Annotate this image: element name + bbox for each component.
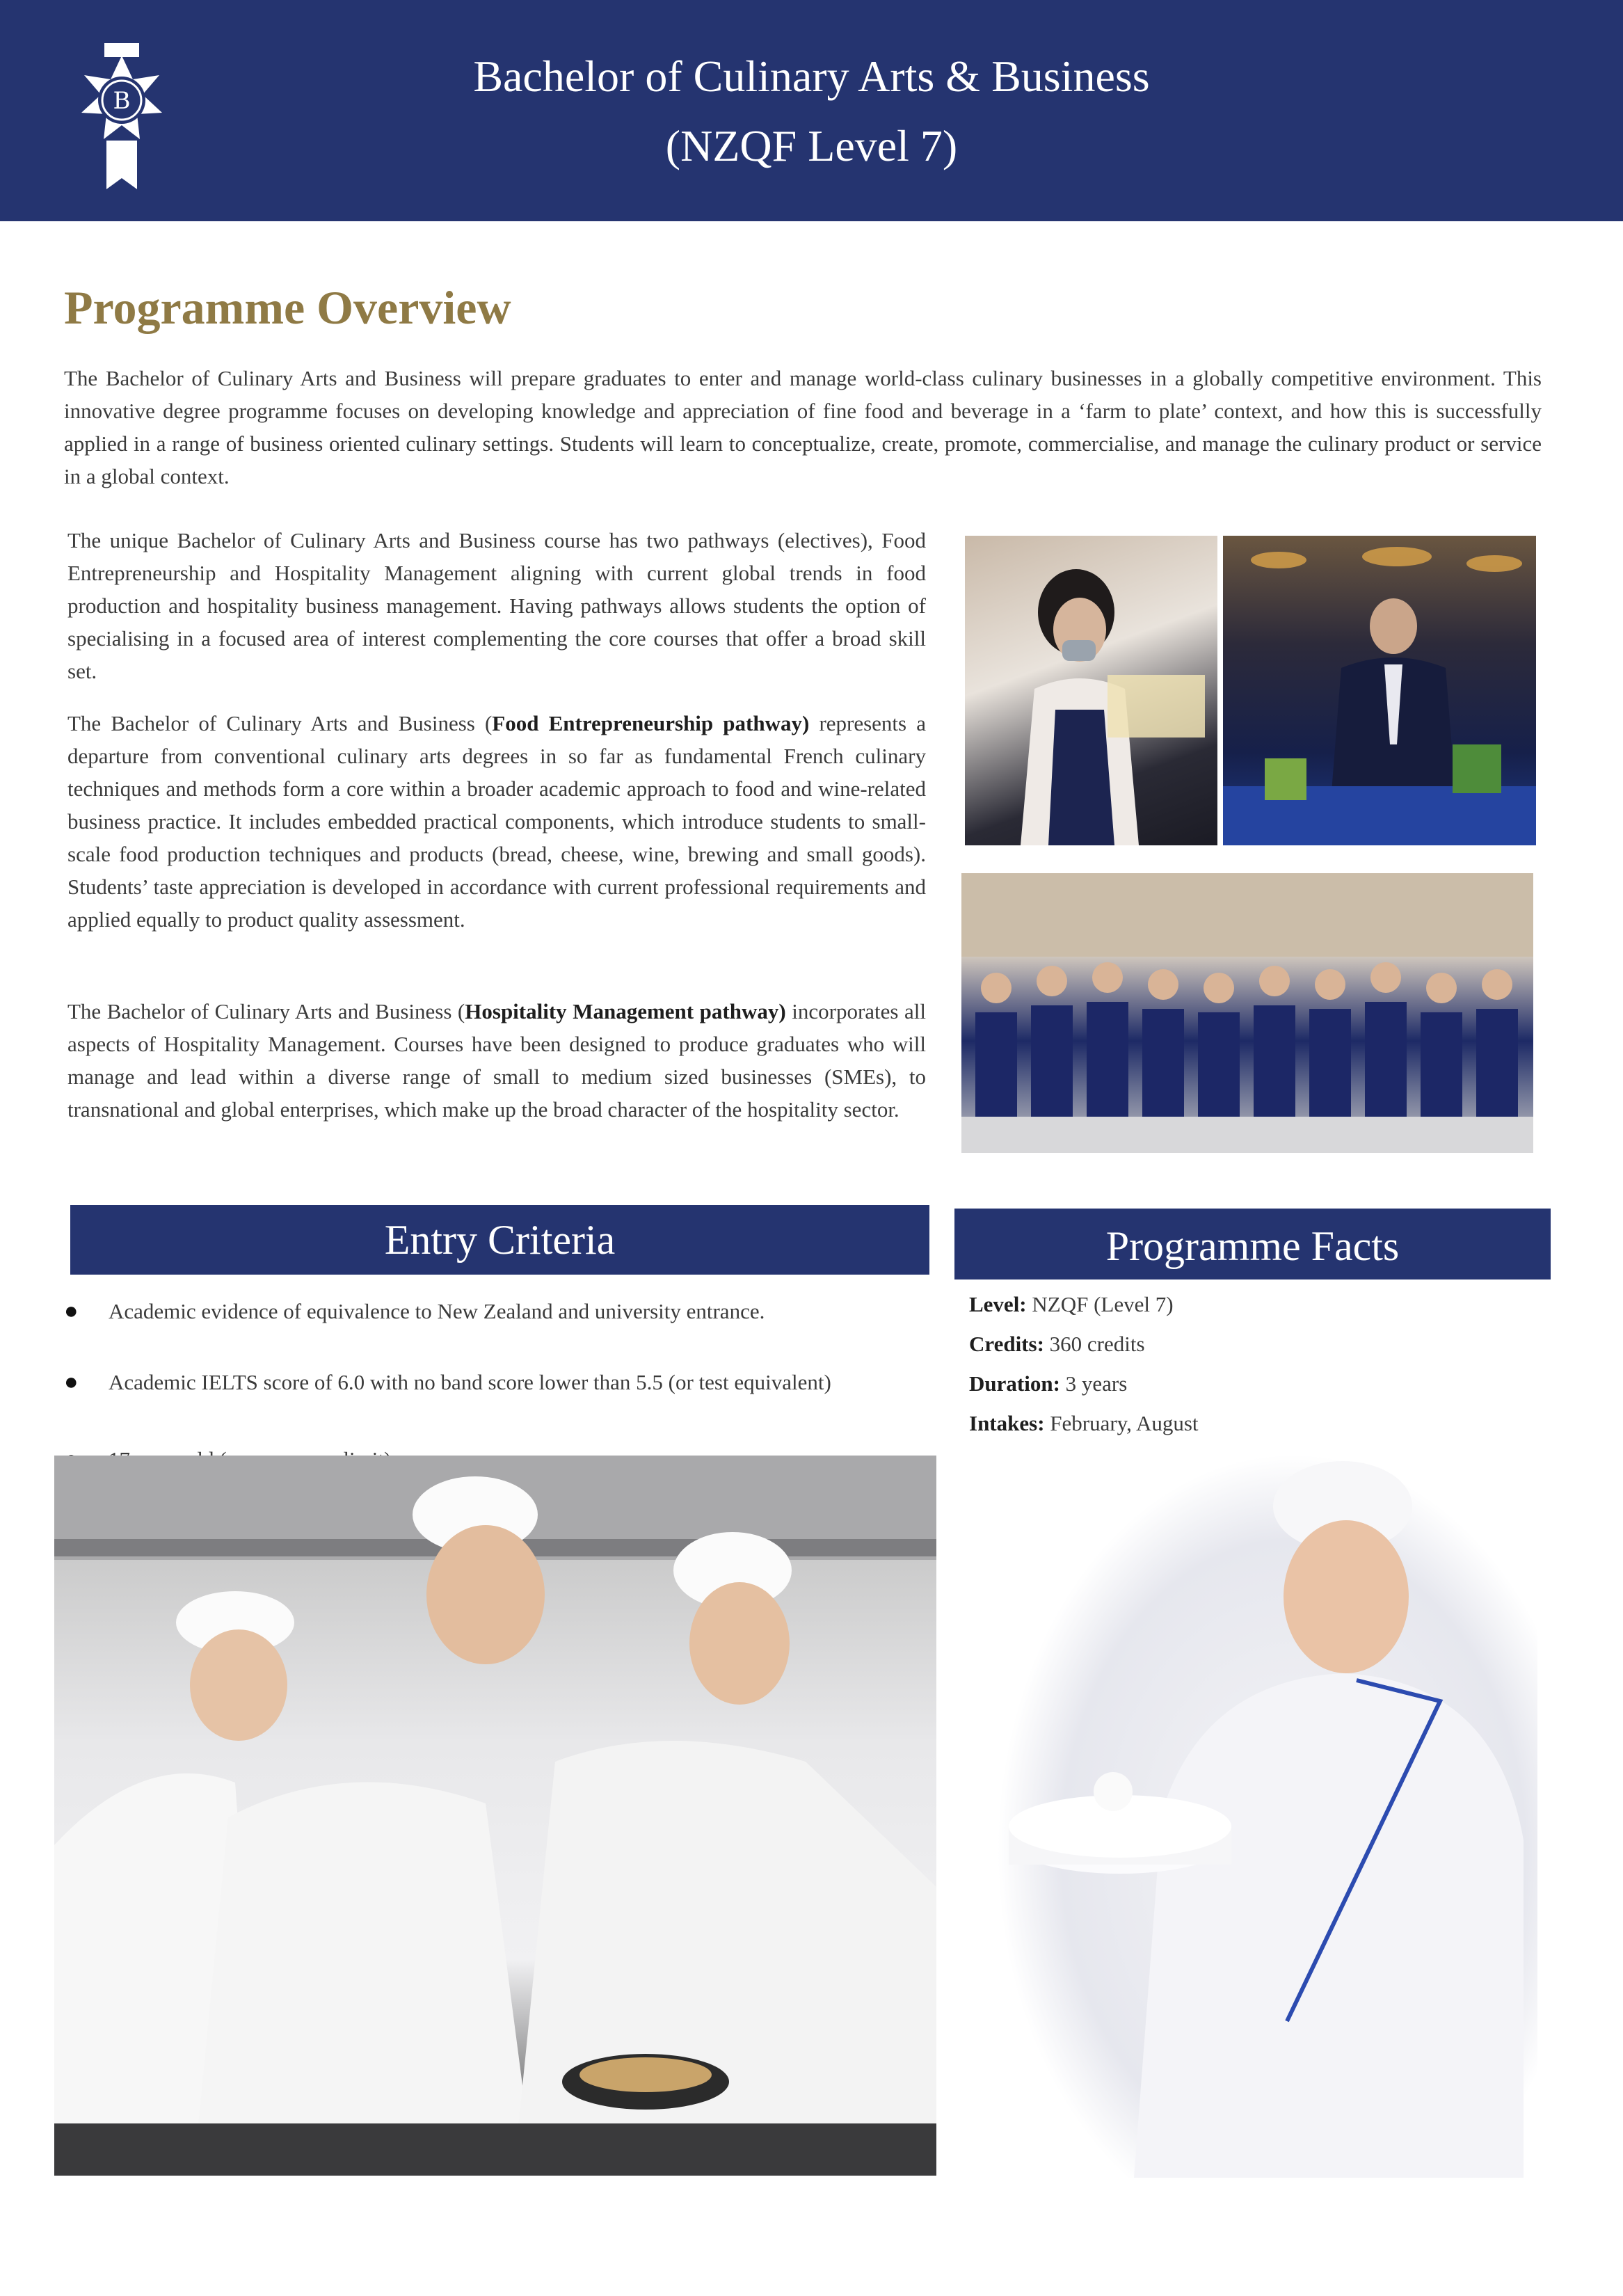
list-item-text: Academic evidence of equivalence to New Zealand and university entrance. [109,1299,765,1323]
paragraph-text: represents a departure from conventional culinary arts degrees in so far as fundamental French culinary techniques and methods form a core within a broader academic approach to food and wine-related business practice. It includes embedded practical components, which introduce students to small-scale food production techniques and products (bread, cheese, wine, brewing and small goods). Students’ taste appreciation is developed in accordance with current professional requirements and applied equally to product quality assessment. [67,711,926,932]
food-entrepreneurship-paragraph [67,707,926,936]
paragraph-text: incorporates all aspects of Hospitality Management. Courses have been designed to produce graduates who will manage and lead within a diverse range of small to medium sized businesses (SMEs), to transnational and global enterprises, which make up the broad character of the hospitality sector. [67,999,927,1122]
entry-criteria-heading: Entry Criteria [70,1205,929,1275]
header-banner [0,0,1623,221]
pathways-paragraph: The unique Bachelor of Culinary Arts and Business course has two pathways (electives), Food Entrepreneurship and Hospitality Management aligning with current global trends in food production and hospitality business management. Having pathways allows students the option of specialising in a focused area of interest complementing the core courses that offer a broad skill set. [67,528,926,683]
fact-value: NZQF (Level 7) [1026,1292,1174,1316]
photo-student-setting-table [1223,536,1536,845]
photo-chef-holding-cake [995,1451,1537,2178]
fact-value: February, August [1044,1411,1199,1435]
overview-intro-paragraph: The Bachelor of Culinary Arts and Business will prepare graduates to enter and manage world-class culinary businesses in a globally competitive environment. This innovative degree programme focuses on developing knowledge and appreciation of fine food and beverage in a ‘farm to plate’ context, and how this is successfully applied in a range of business oriented culinary settings. Students will learn to conceptualize, create, promote, commercialise, and manage the culinary product or service in a global context. [64,366,1542,488]
svg-text:B: B [113,87,131,115]
fact-credits [969,1330,1145,1358]
programme-facts-heading: Programme Facts [954,1209,1551,1279]
hospitality-management-paragraph [67,995,926,1126]
list-item [61,1298,938,1325]
paragraph-text: The Bachelor of Culinary Arts and Business ( [67,711,493,735]
photo-student-serving-wine [965,536,1217,845]
fact-label: Duration: [969,1371,1060,1396]
photo-chefs-cooking [54,1456,936,2176]
paragraph-text: The Bachelor of Culinary Arts and Business ( [67,999,465,1023]
fact-intakes [969,1410,1199,1437]
fact-duration [969,1370,1127,1398]
fact-label: Intakes: [969,1411,1045,1435]
pathway-name-bold: Food Entrepreneurship pathway) [492,711,810,735]
fact-label: Level: [969,1292,1027,1316]
pathway-name-bold: Hospitality Management pathway) [465,999,786,1023]
fact-value: 360 credits [1044,1332,1145,1356]
header-title: Bachelor of Culinary Arts & Business [473,51,1150,101]
overview-heading: Programme Overview [64,281,511,334]
header-subtitle: (NZQF Level 7) [665,121,958,170]
fact-level [969,1291,1174,1318]
bullet-icon: ● [64,1298,79,1324]
list-item-text: Academic IELTS score of 6.0 with no band score lower than 5.5 (or test equivalent) [109,1370,831,1394]
photo-student-group [961,873,1533,1153]
fact-label: Credits: [969,1332,1044,1356]
fact-value: 3 years [1060,1371,1128,1396]
list-item [61,1369,938,1396]
entry-criteria-list [61,1298,938,1395]
bullet-icon: ● [64,1369,79,1395]
